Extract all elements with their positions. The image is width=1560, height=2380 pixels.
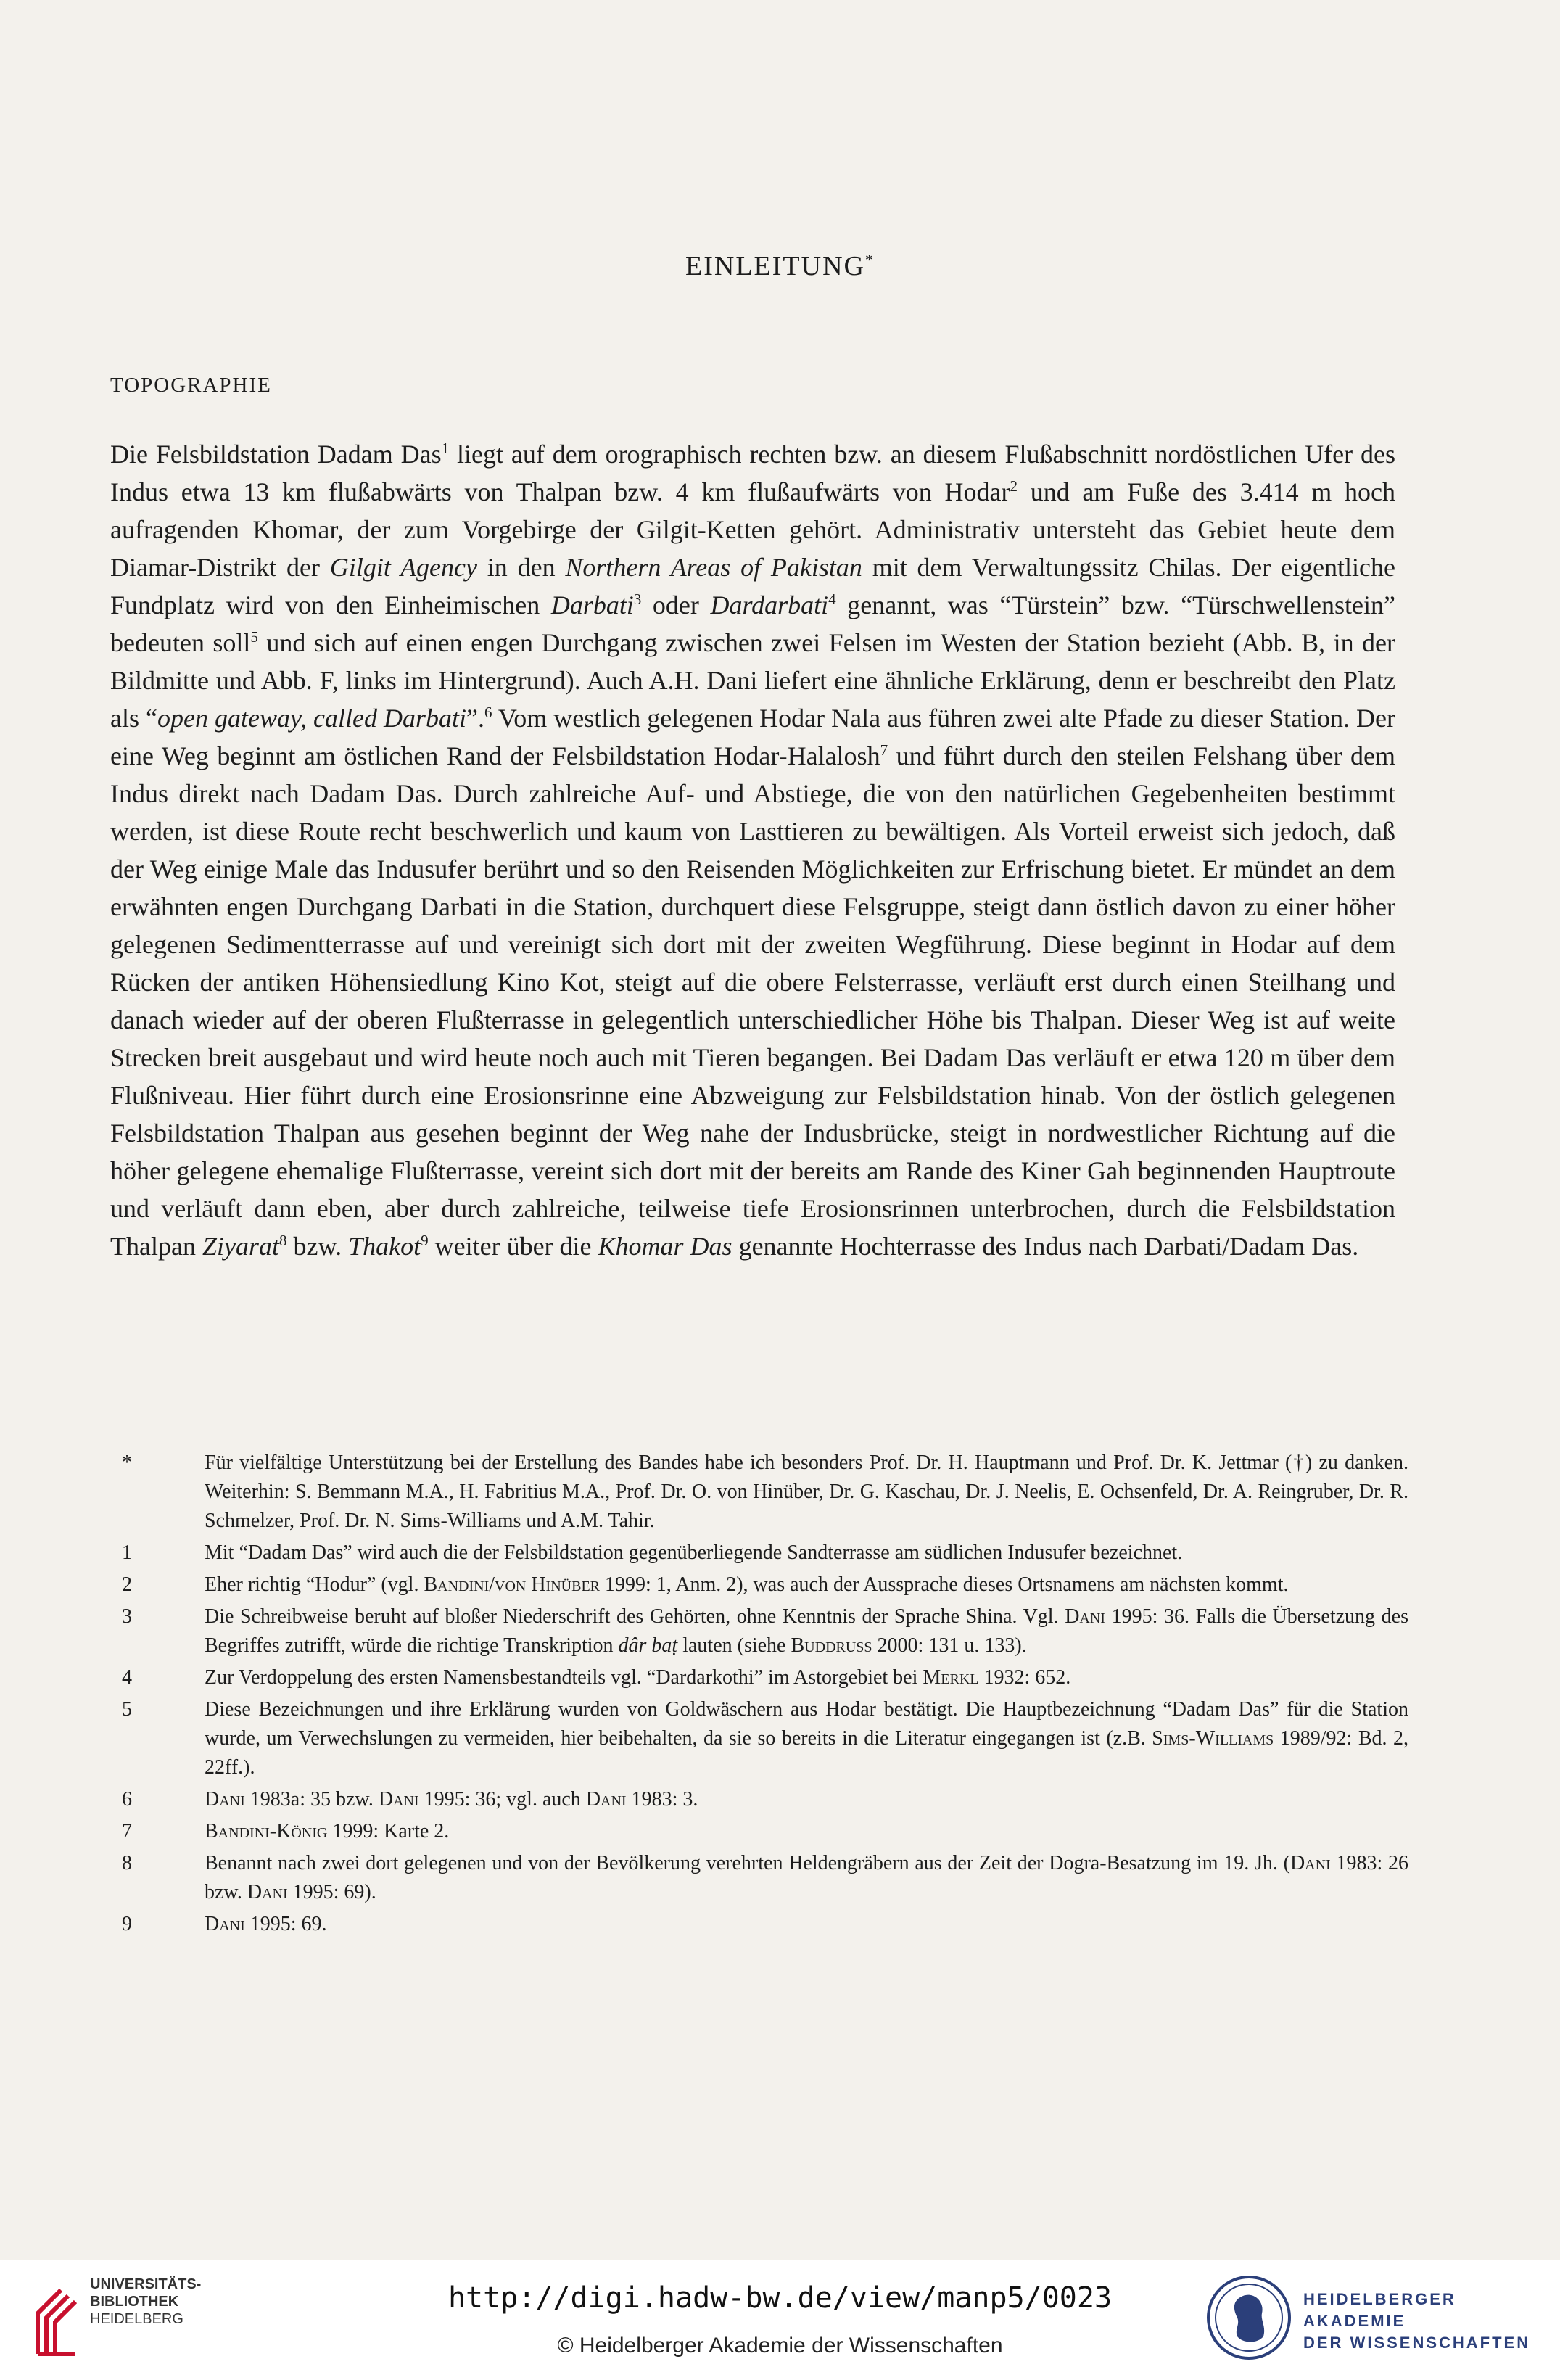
footnote-text-run: 1999: Karte 2. [327, 1820, 450, 1842]
title-footnote-mark: * [864, 250, 875, 269]
paragraph-text-run: und führt durch den steilen Felshang über dem Indus direkt nach Dadam Das. Durch zahlreiche Auf- und Abstiege, die von den natürlichen Gegebenheiten bestimmt werden, ist diese Route recht beschwerlich und kaum von Lasttieren zu bewältigen. Als Vorteil erweist sich jedoch, daß der Weg einige Male das Indusufer berührt und so den Reisenden Möglichkeiten zur Erfrischung bietet. Er mündet an dem erwähnten engen Durchgang Darbati in die Station, durchquert diese Felsgruppe, steigt dann östlich davon zu einer höher gelegenen Sedimentterrasse auf und vereinigt sich dort mit der zweiten Wegführung. Diese beginnt in Hodar auf dem Rücken der antiken Höhensiedlung Kino Kot, steigt auf die obere Felsterrasse, verläuft erst durch einen Steilhang und danach wieder auf der oberen Flußterrasse in gelegentlich unterschiedlicher Höhe bis Thalpan. Dieser Weg ist auf weite Strecken breit ausgebaut und wird heute noch auch mit Tieren begangen. Bei Dadam Das verläuft er etwa 120 m über dem Flußniveau. Hier führt durch eine Erosionsrinne eine Abzweigung zur Felsbildstation hinab. Von der östlich gelegenen Felsbildstation Thalpan aus gesehen beginnt der Weg nahe der Indusbrücke, steigt in nordwestlicher Richtung auf die höher gelegene ehemalige Flußterrasse, vereint sich dort mit der bereits am Rande des Kiner Gah beginnenden Hauptroute und verläuft dann eben, aber durch zahlreiche, teilweise tiefe Erosionsrinnen unterbrochen, durch die Felsbildstation Thalpan [110, 741, 1395, 1261]
paragraph-text-run: und am Fuße des 3.414 m hoch aufragenden Khomar, der zum Vorgebirge der Gilgit-Ketten gehört. Administrativ untersteht das Gebiet heute dem Diamar-Distrikt der [110, 477, 1396, 582]
footnote-item [110, 1539, 1408, 1568]
footnote-text-run: Die Schreibweise beruht auf bloßer Niederschrift des Gehörten, ohne Kenntnis der Sprache Shina. Vgl. [205, 1605, 1065, 1628]
footnote-reference: 4 [828, 590, 836, 608]
footnote-text [205, 1820, 449, 1842]
paragraph-text-run: mit dem Verwaltungssitz Chilas. Der eigentliche Fundplatz wird von den Einheimischen [110, 553, 1396, 619]
paragraph-italic-term: Darbati [550, 590, 634, 619]
footnote-reference: 7 [880, 741, 888, 759]
academy-line-2: DER WISSENSCHAFTEN [1303, 2334, 1531, 2352]
footnote-text-run: 1932: 652. [978, 1666, 1071, 1689]
footnote-author-name: Dani [585, 1788, 627, 1811]
footnote-item [110, 1449, 1408, 1536]
footnote-text [205, 1452, 1408, 1532]
footnote-text [205, 1698, 1408, 1779]
paragraph-italic-term: Northern Areas of Pakistan [565, 553, 862, 582]
section-heading: TOPOGRAPHIE [110, 374, 272, 397]
footnote-text [205, 1852, 1408, 1903]
footnote-text-run: 1999: 1, Anm. 2), was auch der Aussprache dieses Ortsnamens am nächsten kommt. [600, 1573, 1289, 1596]
paragraph-text-run: in den [476, 553, 566, 582]
footnote-author-name: Dani [1065, 1605, 1105, 1628]
copyright-notice: © Heidelberger Akademie der Wissenschaften [557, 2334, 1003, 2358]
footnote-text-run: 1989/92: Bd. 2, 22ff.). [205, 1727, 1409, 1779]
main-paragraph [110, 435, 1395, 1265]
footnote-author-name: Bandini-König [205, 1820, 328, 1842]
footnote-author-name: Dani [205, 1788, 245, 1811]
ub-line-2: BIBLIOTHEK [90, 2294, 179, 2310]
footnote-author-name: Buddruss [791, 1634, 872, 1657]
footnote-reference: 5 [250, 628, 258, 646]
paragraph-italic-term: Gilgit Agency [329, 553, 477, 582]
footnote-text-run: Für vielfältige Unterstützung bei der Erstellung des Bandes habe ich besonders Prof. Dr. H. Hauptmann und Prof. Dr. K. Jettmar (†) zu danken. Weiterhin: S. Bemmann M.A., H. Fabritius M.A., Prof. Dr. O. von Hinüber, Dr. G. Kaschau, Dr. J. Neelis, E. Ochsenfeld, Dr. A. Reingruber, Dr. R. Schmelzer, Prof. Dr. N. Sims-Williams und A.M. Tahir. [205, 1452, 1408, 1532]
footnote-text-run: 1995: 36; vgl. auch [418, 1788, 586, 1811]
footnote-reference: 6 [484, 704, 492, 721]
footnote-number: 6 [122, 1788, 132, 1811]
paragraph-italic-term: Ziyarat [202, 1232, 279, 1261]
footnote-text-run: 1995: 36. Falls die Übersetzung des Begriffes zutrifft, würde die richtige Transkription [205, 1605, 1408, 1657]
footnote-text [205, 1913, 327, 1935]
paragraph-text-run: weiter über die [428, 1232, 598, 1261]
footnote-text-run: 1995: 69. [244, 1913, 327, 1935]
footnote-text [205, 1573, 1288, 1596]
paragraph-text-run: genannt, was “Türstein” bzw. “Türschwellenstein” bedeuten soll [110, 590, 1395, 657]
footnote-item [110, 1817, 1408, 1846]
paragraph-italic-term: open gateway, called Darbati [157, 704, 466, 733]
footnote-text-run: Zur Verdoppelung des ersten Namensbestandteils vgl. “Dardarkothi” im Astorgebiet bei [205, 1666, 923, 1689]
footnote-item [110, 1910, 1408, 1939]
footnote-number: 3 [122, 1605, 132, 1628]
footnote-number: 7 [122, 1820, 132, 1842]
paragraph-italic-term: Khomar Das [598, 1232, 732, 1261]
footnote-author-name: Sims-Williams [1152, 1727, 1274, 1750]
paragraph-text-run: ”. [466, 704, 484, 733]
footnote-text-run: Diese Bezeichnungen und ihre Erklärung wurden von Goldwäschern aus Hodar bestätigt. Die Hauptbezeichnung “Dadam Das” für die Station wurde, um Verwechslungen zu vermeiden, hier beibehalten, da sie so bereits in die Literatur eingegangen ist (z.B. [205, 1698, 1408, 1750]
page-footer [0, 2260, 1560, 2380]
footnote-reference: 1 [441, 440, 450, 457]
footnote-text-run: 1983: 3. [626, 1788, 698, 1811]
chapter-title [0, 250, 1560, 282]
paragraph-text-run: oder [641, 590, 711, 619]
ub-line-1: UNIVERSITÄTS- [90, 2276, 202, 2292]
footnote-number: 9 [122, 1913, 132, 1935]
footnote-text-run: Benannt nach zwei dort gelegenen und von der Bevölkerung verehrten Heldengräbern aus der Zeit der Dogra-Besatzung im 19. Jh. ( [205, 1852, 1290, 1874]
footnote-text-run: Eher richtig “Hodur” (vgl. [205, 1573, 424, 1596]
footnote-italic-term: dâr baṭ [618, 1634, 678, 1657]
footnote-reference: 9 [421, 1232, 429, 1249]
footnote-text-run: 1983a: 35 bzw. [244, 1788, 379, 1811]
footnote-item [110, 1570, 1408, 1599]
footnote-text-run: 1983: 26 bzw. [205, 1852, 1408, 1903]
footnote-text [205, 1541, 1182, 1564]
paragraph-text-run: und sich auf einen engen Durchgang zwischen zwei Felsen im Westen der Station bezieht (Abb. B, in der Bildmitte und Abb. F, links im Hintergrund). Auch A.H. Dani liefert eine ähnliche Erklärung, denn er beschreibt den Platz als “ [110, 628, 1395, 733]
paragraph-text-run: liegt auf dem orographisch rechten bzw. an diesem Flußabschnitt nordöstlichen Ufer des Indus etwa 13 km flußabwärts von Thalpan bzw. 4 km flußaufwärts von Hodar [110, 440, 1395, 506]
paragraph-italic-term: Dardarbati [710, 590, 829, 619]
footnote-number: 4 [122, 1666, 132, 1689]
footnote-author-name: Dani [247, 1881, 288, 1903]
footnote-text-run: Mit “Dadam Das” wird auch die der Felsbildstation gegenüberliegende Sandterrasse am südlichen Indusufer bezeichnet. [205, 1541, 1183, 1564]
ub-line-3: HEIDELBERG [90, 2311, 183, 2327]
footnote-text [205, 1788, 698, 1811]
footnote-text-run: 2000: 131 u. 133). [872, 1634, 1027, 1657]
footnote-author-name: Bandini/von Hinüber [424, 1573, 600, 1596]
permalink-url[interactable]: http://digi.hadw-bw.de/view/manp5/0023 [447, 2281, 1113, 2315]
footnote-item [110, 1602, 1408, 1660]
chapter-title-text: EINLEITUNG [685, 251, 865, 281]
footnote-number: * [122, 1452, 132, 1474]
footnote-author-name: Dani [378, 1788, 419, 1811]
footnote-author-name: Merkl [923, 1666, 979, 1689]
footnote-number: 1 [122, 1541, 132, 1564]
paragraph-text-run: Vom westlich gelegenen Hodar Nala aus führen zwei alte Pfade zu dieser Station. Der eine Weg beginnt am östlichen Rand der Felsbildstation Hodar-Halalosh [110, 704, 1396, 770]
paragraph-text-run: bzw. [286, 1232, 349, 1261]
footnote-number: 2 [122, 1573, 132, 1596]
footnote-author-name: Dani [1289, 1852, 1331, 1874]
paragraph-italic-term: Thakot [348, 1232, 421, 1261]
footnote-number: 8 [122, 1852, 132, 1874]
footnote-item [110, 1663, 1408, 1692]
footnote-item [110, 1849, 1408, 1907]
footnote-text [205, 1605, 1408, 1657]
academy-line-1: HEIDELBERGER AKADEMIE [1303, 2290, 1456, 2330]
footnote-number: 5 [122, 1698, 132, 1721]
footnote-reference: 2 [1010, 477, 1018, 495]
footnote-text-run: 1995: 69). [287, 1881, 376, 1903]
footnote-reference: 3 [633, 590, 642, 608]
paragraph-text-run: Die Felsbildstation Dadam Das [110, 440, 442, 469]
footnote-item [110, 1785, 1408, 1814]
academy-seal-icon [1205, 2274, 1292, 2361]
footnote-text-run: lauten (siehe [677, 1634, 791, 1657]
paragraph-text [110, 435, 1395, 1265]
footnote-text [205, 1666, 1070, 1689]
paragraph-text-run: genannte Hochterrasse des Indus nach Darbati/Dadam Das. [732, 1232, 1359, 1261]
footnote-reference: 8 [278, 1232, 287, 1249]
footnote-author-name: Dani [205, 1913, 245, 1935]
footnote-item [110, 1695, 1408, 1782]
footnotes [110, 1449, 1408, 1942]
academy-name [1303, 2289, 1560, 2354]
